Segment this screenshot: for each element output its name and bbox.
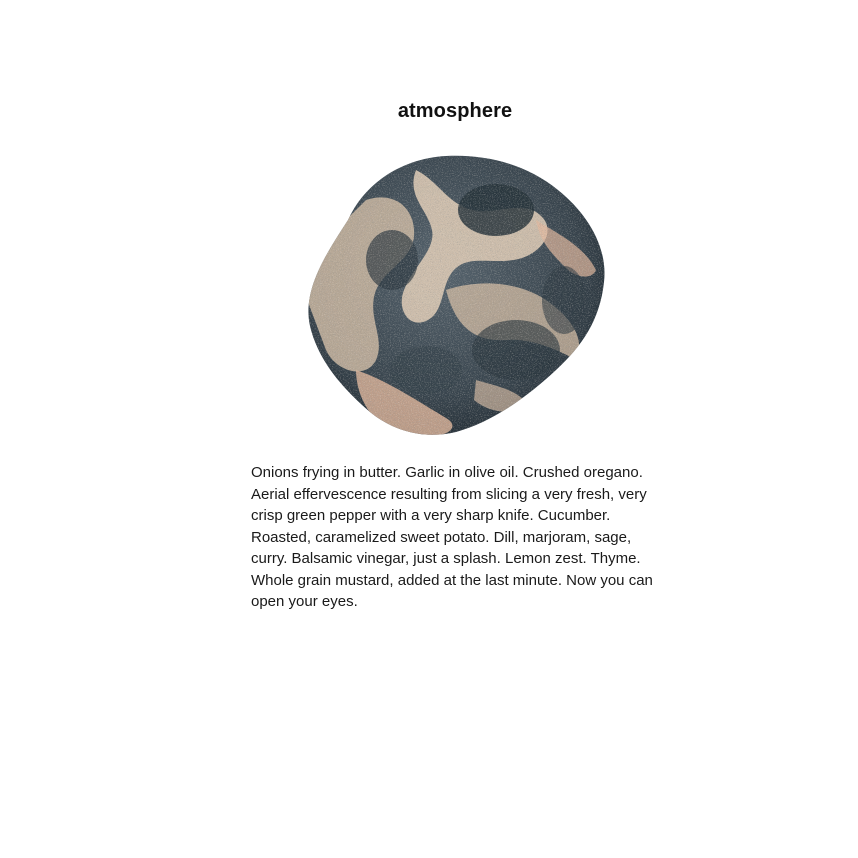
rock-image (296, 150, 616, 442)
rock-illustration (296, 150, 616, 442)
body-paragraph: Onions frying in butter. Garlic in olive oil. Crushed oregano. Aerial effervescence resulting from slicing a very fresh, very crisp green pepper with a very sharp knife. Cucumber. Roasted, caramelized sweet potato. Dill, marjoram, sage, curry. Balsamic vinegar, just a splash. Lemon zest. Thyme. Whole grain mustard, added at the last minute. Now you can open your eyes. (251, 464, 653, 610)
page-title: atmosphere (397, 100, 513, 122)
